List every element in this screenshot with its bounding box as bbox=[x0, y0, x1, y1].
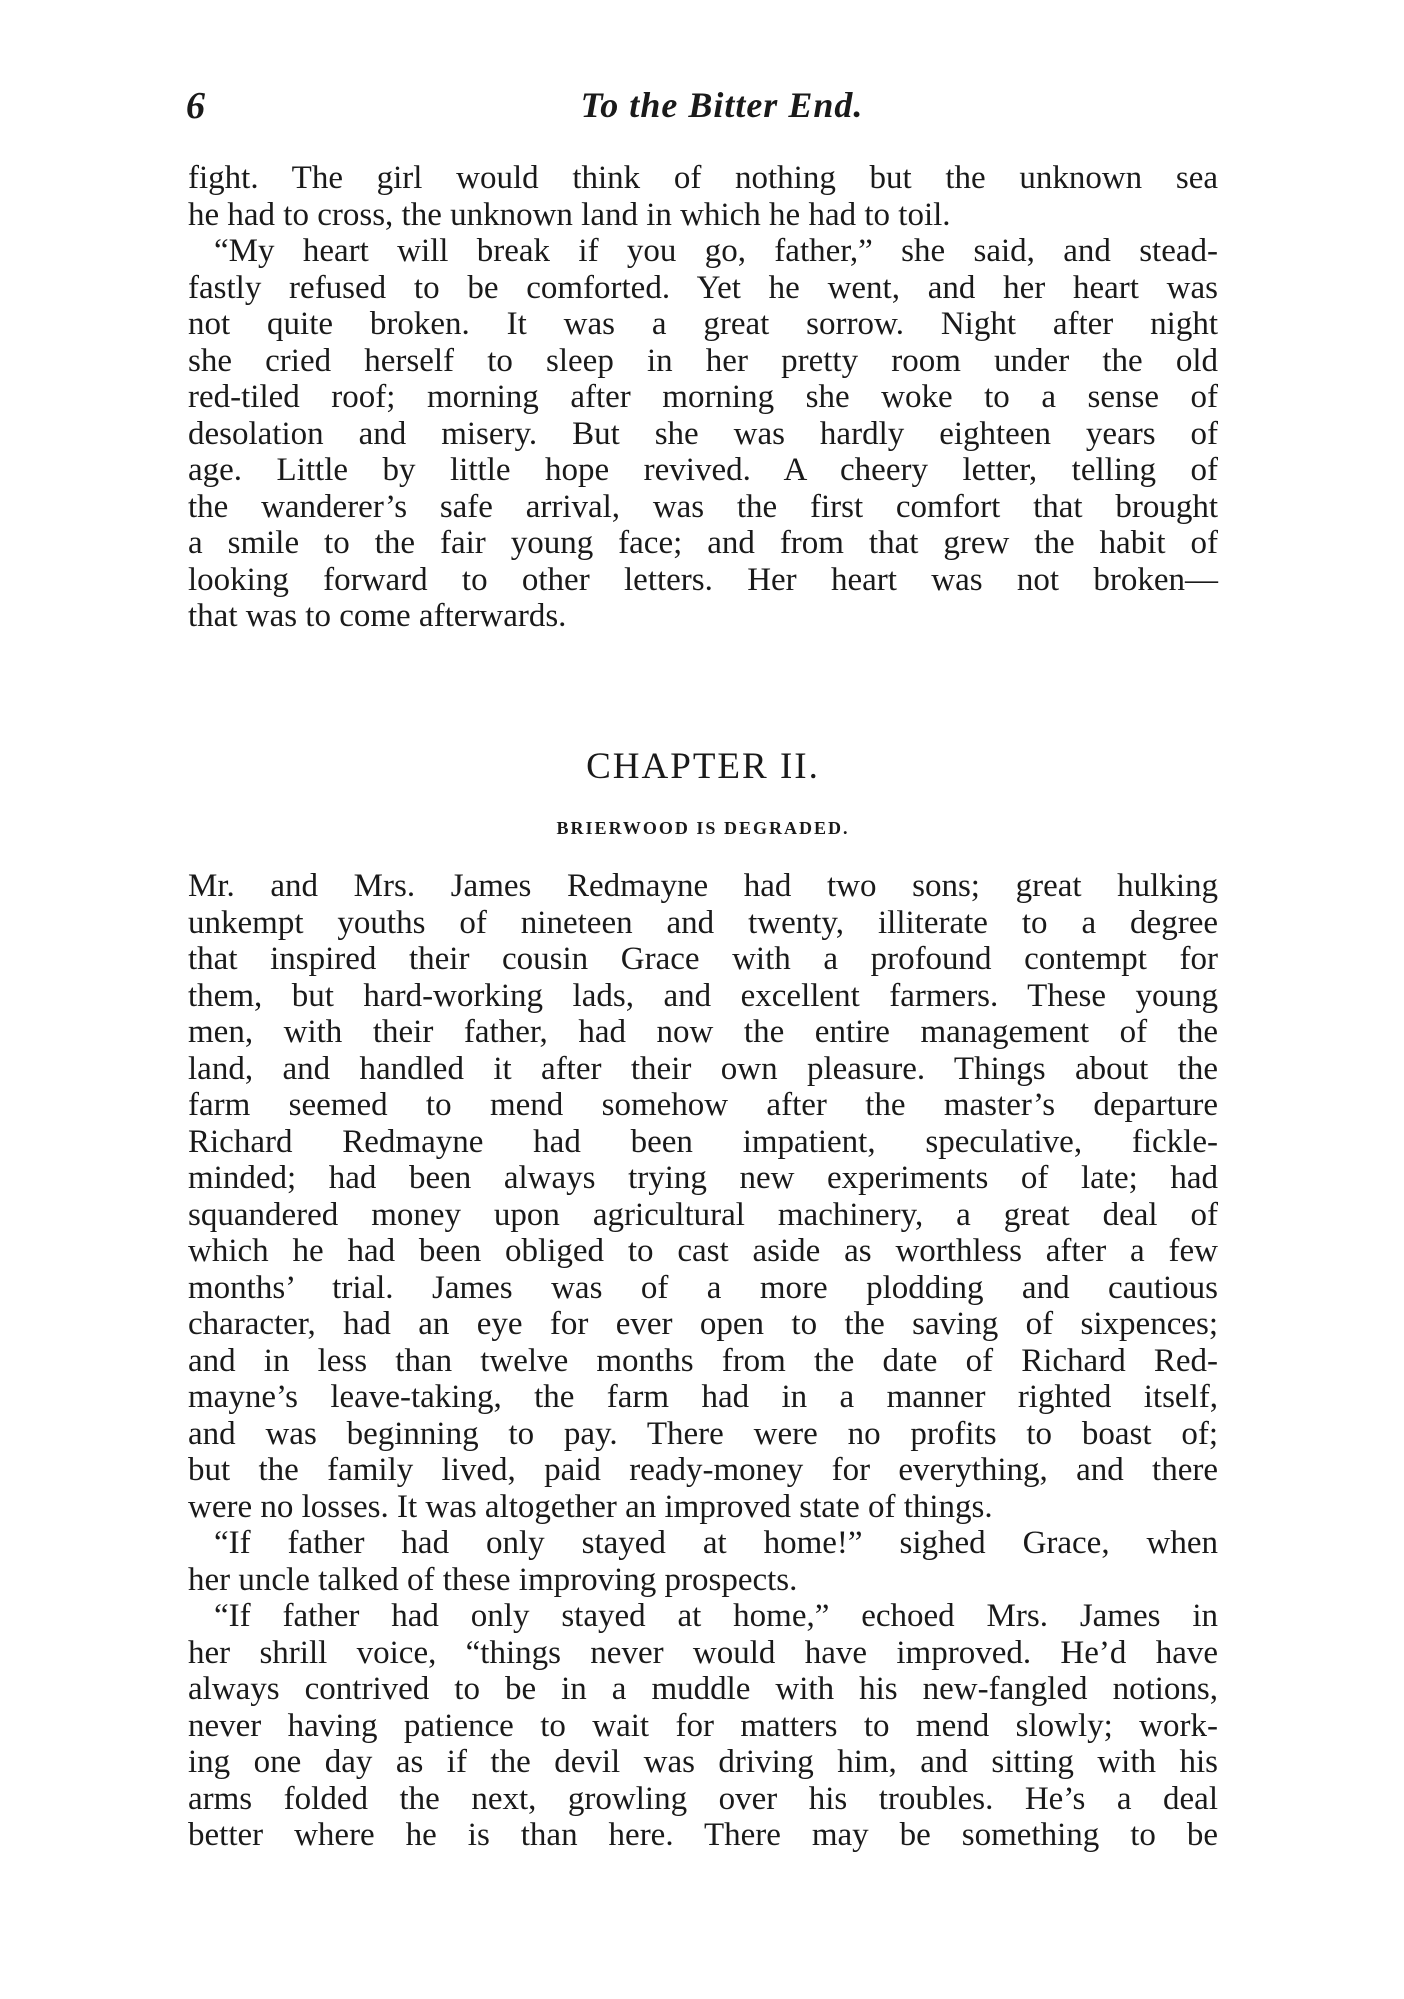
text-line: red-tiled roof; morning after morning she woke to a sense of bbox=[188, 379, 1218, 415]
page-number: 6 bbox=[186, 85, 205, 127]
running-head bbox=[186, 84, 1218, 134]
paragraph-block-chapter bbox=[188, 868, 1218, 1854]
text-line: better where he is than here. There may be something to be bbox=[188, 1817, 1218, 1853]
text-line: arms folded the next, growling over his troubles. He’s a deal bbox=[188, 1780, 1218, 1817]
text-line: her shrill voice, “things never would have improved. He’d have bbox=[188, 1634, 1218, 1671]
text-line: character, had an eye for ever open to the saving of sixpences; bbox=[188, 1306, 1218, 1342]
text-line: minded; had been always trying new experiments of late; had bbox=[188, 1160, 1218, 1196]
text-line: she cried herself to sleep in her pretty room under the old bbox=[188, 342, 1218, 379]
text-line: her uncle talked of these improving prospects. bbox=[188, 1561, 798, 1598]
text-line: a smile to the fair young face; and from that grew the habit of bbox=[188, 525, 1218, 561]
text-line: never having patience to wait for matters to mend slowly; work- bbox=[188, 1707, 1218, 1744]
running-title: To the Bitter End. bbox=[580, 85, 864, 125]
text-line: he had to cross, the unknown land in which he had to toil. bbox=[188, 196, 951, 233]
text-line: that inspired their cousin Grace with a profound contempt for bbox=[188, 941, 1218, 977]
text-line: but the family lived, paid ready-money for everything, and there bbox=[188, 1452, 1218, 1488]
text-line: fight. The girl would think of nothing but the unknown sea bbox=[188, 160, 1218, 196]
text-line: desolation and misery. But she was hardly eighteen years of bbox=[188, 415, 1218, 452]
text-line: looking forward to other letters. Her heart was not broken— bbox=[188, 561, 1218, 598]
text-line: which he had been obliged to cast aside as worthless after a few bbox=[188, 1233, 1218, 1269]
text-line: “If father had only stayed at home!” sighed Grace, when bbox=[214, 1525, 1218, 1561]
text-line: ing one day as if the devil was driving him, and sitting with his bbox=[188, 1744, 1218, 1780]
text-line: land, and handled it after their own pleasure. Things about the bbox=[188, 1050, 1218, 1087]
text-line: men, with their father, had now the entire management of the bbox=[188, 1014, 1218, 1050]
text-line: squandered money upon agricultural machinery, a great deal of bbox=[188, 1196, 1218, 1233]
text-line: months’ trial. James was of a more plodding and cautious bbox=[188, 1269, 1218, 1306]
text-line: fastly refused to be comforted. Yet he went, and her heart was bbox=[188, 269, 1218, 306]
text-line: them, but hard-working lads, and excellent farmers. These young bbox=[188, 977, 1218, 1014]
text-line: Mr. and Mrs. James Redmayne had two sons; great hulking bbox=[188, 868, 1218, 904]
text-line: and in less than twelve months from the date of Richard Red- bbox=[188, 1342, 1218, 1379]
text-line: farm seemed to mend somehow after the master’s departure bbox=[188, 1087, 1218, 1123]
text-line: “If father had only stayed at home,” echoed Mrs. James in bbox=[214, 1598, 1218, 1634]
text-line: age. Little by little hope revived. A cheery letter, telling of bbox=[188, 452, 1218, 488]
text-line: and was beginning to pay. There were no profits to boast of; bbox=[188, 1415, 1218, 1452]
text-line: unkempt youths of nineteen and twenty, illiterate to a degree bbox=[188, 904, 1218, 941]
text-line: mayne’s leave-taking, the farm had in a manner righted itself, bbox=[188, 1379, 1218, 1415]
text-line: “My heart will break if you go, father,” she said, and stead- bbox=[214, 233, 1218, 269]
chapter-heading: CHAPTER II. bbox=[586, 746, 820, 787]
text-line: Richard Redmayne had been impatient, speculative, fickle- bbox=[188, 1123, 1218, 1160]
text-line: the wanderer’s safe arrival, was the first comfort that brought bbox=[188, 488, 1218, 525]
text-line: were no losses. It was altogether an improved state of things. bbox=[188, 1488, 993, 1525]
text-line: not quite broken. It was a great sorrow. Night after night bbox=[188, 306, 1218, 342]
paragraph-block-top bbox=[188, 160, 1218, 635]
text-line: that was to come afterwards. bbox=[188, 598, 567, 634]
chapter-subtitle: BRIERWOOD IS DEGRADED. bbox=[556, 818, 850, 838]
text-line: always contrived to be in a muddle with his new-fangled notions, bbox=[188, 1671, 1218, 1707]
